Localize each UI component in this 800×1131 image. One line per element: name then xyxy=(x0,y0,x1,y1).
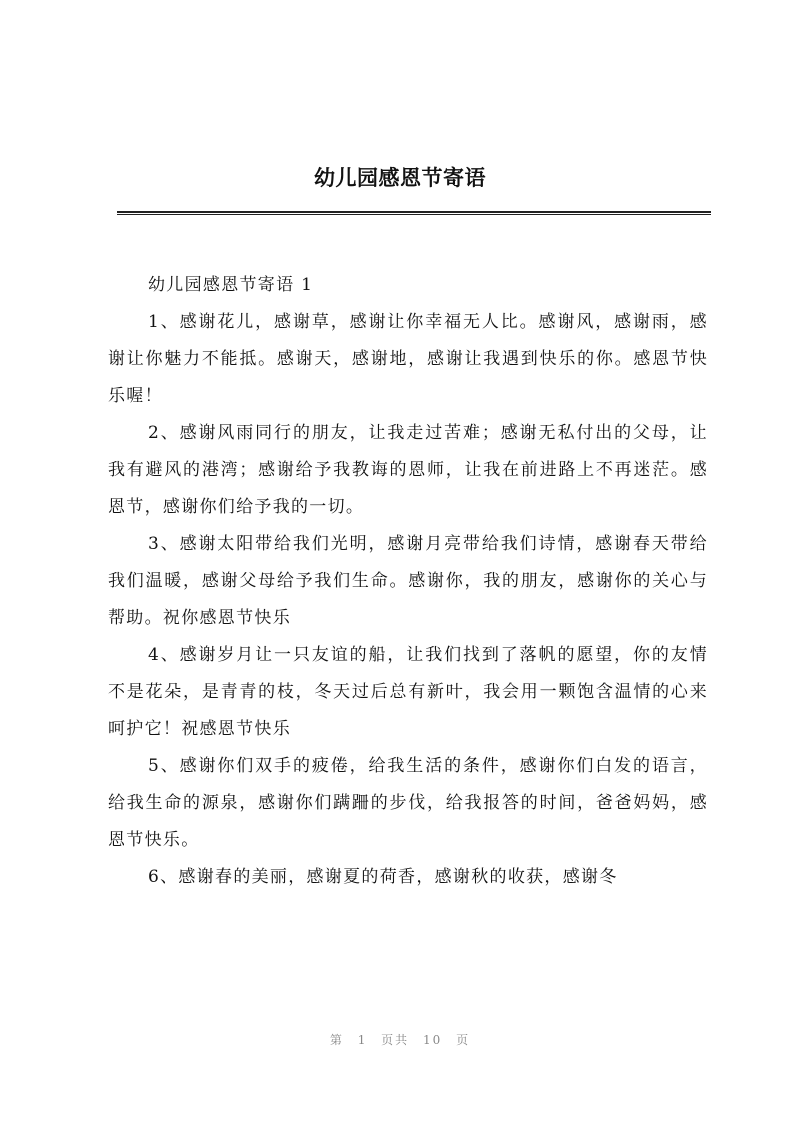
footer-current-page: 1 xyxy=(357,1033,368,1047)
paragraph-4: 4、感谢岁月让一只友谊的船，让我们找到了落帆的愿望，你的友情不是花朵，是青青的枝，冬天过后总有新叶，我会用一颗饱含温情的心来呵护它！祝感恩节快乐 xyxy=(108,645,708,739)
document-body xyxy=(108,267,708,896)
document-title: 幼儿园感恩节寄语 xyxy=(314,166,486,190)
section-heading: 幼儿园感恩节寄语 1 xyxy=(148,275,314,295)
title-divider xyxy=(117,211,711,215)
footer-prefix: 第 xyxy=(329,1033,344,1047)
footer-middle: 页共 xyxy=(381,1033,410,1047)
paragraph-1: 1、感谢花儿，感谢草，感谢让你幸福无人比。感谢风，感谢雨，感谢让你魅力不能抵。感谢天，感谢地，感谢让我遇到快乐的你。感恩节快乐喔！ xyxy=(108,312,708,406)
paragraph-2: 2、感谢风雨同行的朋友，让我走过苦难；感谢无私付出的父母，让我有避风的港湾；感谢给予我教诲的恩师，让我在前进路上不再迷茫。感恩节，感谢你们给予我的一切。 xyxy=(108,423,708,517)
paragraph-5: 5、感谢你们双手的疲倦，给我生活的条件，感谢你们白发的语言，给我生命的源泉，感谢你们蹒跚的步伐，给我报答的时间，爸爸妈妈，感恩节快乐。 xyxy=(108,756,708,850)
page-footer xyxy=(0,1031,800,1048)
footer-suffix: 页 xyxy=(456,1033,471,1047)
paragraph-6: 6、感谢春的美丽，感谢夏的荷香，感谢秋的收获，感谢冬 xyxy=(148,867,618,887)
footer-total-pages: 10 xyxy=(423,1033,443,1047)
paragraph-3: 3、感谢太阳带给我们光明，感谢月亮带给我们诗情，感谢春天带给我们温暖，感谢父母给予我们生命。感谢你，我的朋友，感谢你的关心与帮助。祝你感恩节快乐 xyxy=(108,534,708,628)
